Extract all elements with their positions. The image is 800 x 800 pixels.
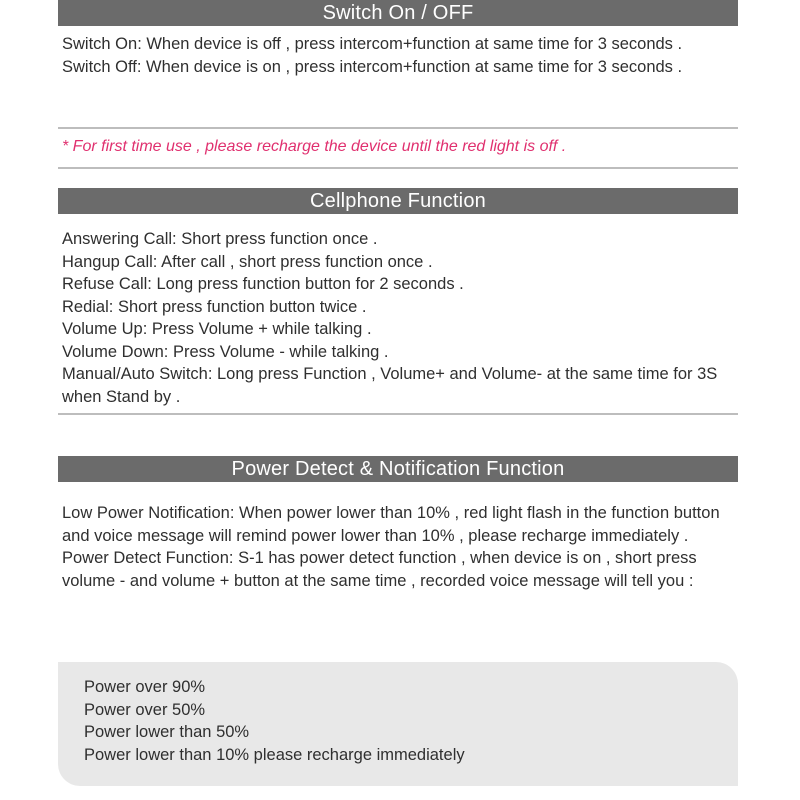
volume-up-instruction: Volume Up: Press Volume + while talking . — [62, 320, 372, 338]
switch-off-instruction: Switch Off: When device is on , press intercom+function at same time for 3 seconds . — [62, 57, 683, 76]
manual-auto-switch-instruction: Manual/Auto Switch: Long press Function , Volume+ and Volume- at the same time for 3S when Stand by . — [62, 365, 718, 406]
first-use-note: * For first time use , please recharge the device until the red light is off . — [62, 138, 567, 155]
cellphone-section-header: Cellphone Function — [58, 188, 738, 214]
volume-down-instruction: Volume Down: Press Volume - while talking . — [62, 342, 389, 361]
power-levels-list — [84, 676, 724, 766]
low-power-notification-text: Low Power Notification: When power lower than 10% , red light flash in the function button and voice message will remind power lower than 10% , please recharge immediately . — [62, 504, 720, 545]
answering-call-instruction: Answering Call: Short press function once . — [62, 230, 378, 248]
switch-section-body — [62, 33, 734, 78]
divider — [58, 127, 738, 129]
divider — [58, 413, 738, 415]
power-section-header: Power Detect & Notification Function — [58, 456, 738, 482]
hangup-call-instruction: Hangup Call: After call , short press function once . — [62, 252, 433, 271]
power-level-item: Power lower than 50% — [84, 723, 250, 741]
switch-on-instruction: Switch On: When device is off , press intercom+function at same time for 3 seconds . — [62, 35, 683, 53]
refuse-call-instruction: Refuse Call: Long press function button for 2 seconds . — [62, 275, 464, 293]
power-level-item: Power lower than 10% please recharge immediately — [84, 745, 465, 764]
divider — [58, 167, 738, 169]
cellphone-section-body — [62, 228, 734, 408]
power-detect-function-text: Power Detect Function: S-1 has power detect function , when device is on , short press volume - and volume + button at the same time , recorded voice message will tell you : — [62, 549, 697, 590]
redial-instruction: Redial: Short press function button twice . — [62, 297, 367, 316]
power-level-item: Power over 50% — [84, 700, 206, 719]
power-section-body — [62, 502, 734, 592]
power-level-item: Power over 90% — [84, 678, 206, 696]
switch-section-header: Switch On / OFF — [58, 0, 738, 26]
